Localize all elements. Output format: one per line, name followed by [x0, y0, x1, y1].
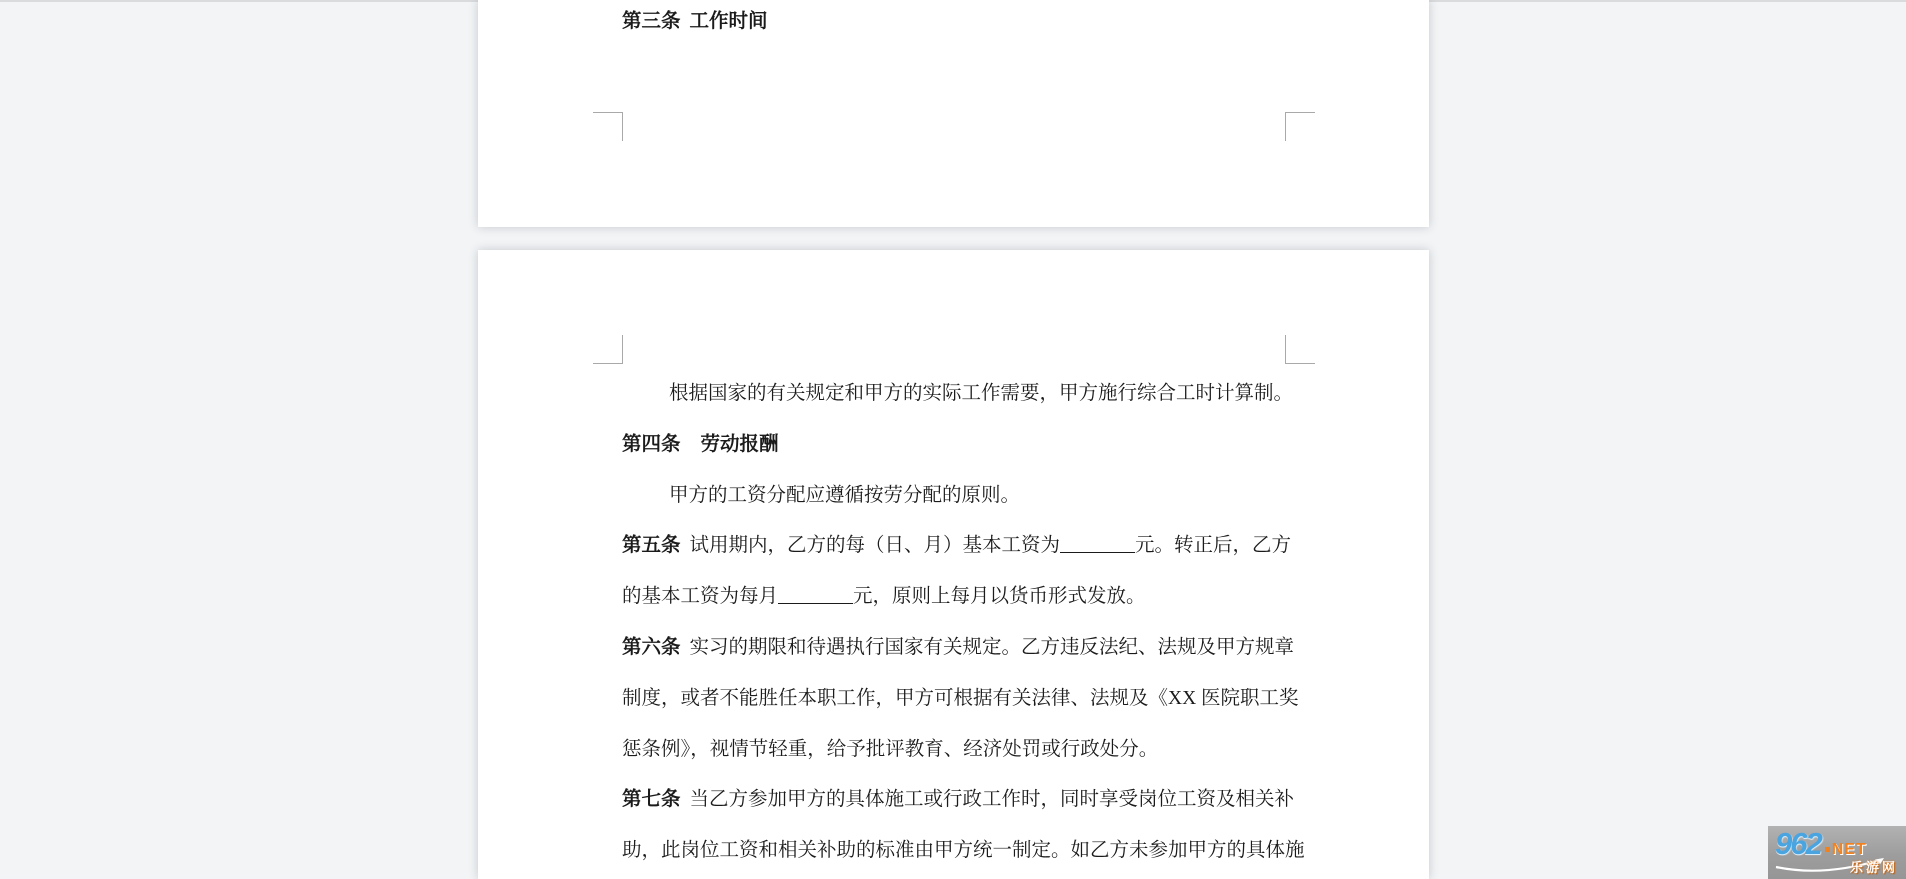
logo-site-name: 乐游网 — [1849, 860, 1898, 875]
text-line — [622, 521, 1292, 572]
text-line — [622, 623, 1295, 674]
paragraph-text: 惩条例》，视情节轻重，给予批评教育、经济处罚或行政处分。 — [622, 738, 1159, 760]
margin-crop-mark — [593, 335, 623, 364]
article-3-heading — [622, 0, 768, 47]
text-line — [622, 674, 1299, 725]
article-number: 第五条 — [622, 535, 681, 557]
text-line — [622, 369, 1294, 420]
article-number: 第七条 — [622, 789, 681, 811]
paragraph-text: 助，此岗位工资和相关补助的标准由甲方统一制定。如乙方未参加甲方的具体施 — [622, 840, 1305, 862]
article-number: 第六条 — [622, 636, 681, 658]
paragraph-text: 实习的期限和待遇执行国家有关规定。乙方违反法纪、法规及甲方规章 — [689, 636, 1295, 658]
paragraph-text: 试用期内，乙方的每（日、月）基本工资为 — [689, 535, 1061, 557]
fill-in-blank — [778, 585, 853, 604]
text-line — [622, 775, 1295, 826]
article-title: 劳动报酬 — [700, 433, 779, 455]
text-line — [622, 572, 1285, 623]
article-number: 第四条 — [622, 433, 681, 455]
text-line — [622, 471, 1285, 522]
paragraph-text: 元，原则上每月以货币形式发放。 — [853, 586, 1146, 608]
paragraph-text: 根据国家的有关规定和甲方的实际工作需要，甲方施行综合工时计算制。 — [669, 383, 1294, 404]
paragraph-text: 元。转正后，乙方 — [1135, 535, 1292, 557]
article-number: 第三条 — [622, 11, 681, 32]
margin-crop-mark — [593, 112, 623, 141]
article-title: 工作时间 — [689, 11, 768, 32]
paragraph-text: 的基本工资为每月 — [622, 586, 779, 608]
document-page-1[interactable] — [478, 0, 1429, 227]
paragraph-text: 甲方的工资分配应遵循按劳分配的原则。 — [669, 484, 1021, 506]
logo-dot — [1825, 847, 1830, 852]
document-page-2[interactable] — [478, 250, 1429, 879]
text-line — [622, 725, 1285, 776]
logo-number: 962 — [1775, 826, 1821, 861]
text-line — [622, 826, 1305, 877]
paragraph-text: 制度，或者不能胜任本职工作，甲方可根据有关法律、法规及《XX 医院职工奖 — [622, 687, 1299, 709]
paragraph-text: 当乙方参加甲方的具体施工或行政工作时，同时享受岗位工资及相关补 — [689, 789, 1295, 811]
margin-crop-mark — [1285, 112, 1315, 141]
margin-crop-mark — [1285, 335, 1315, 364]
article-4-heading — [622, 420, 1285, 471]
fill-in-blank — [1060, 534, 1135, 553]
site-logo[interactable] — [1768, 826, 1906, 879]
logo-tld: NET — [1831, 841, 1867, 858]
page-2-text-block — [622, 369, 1305, 877]
